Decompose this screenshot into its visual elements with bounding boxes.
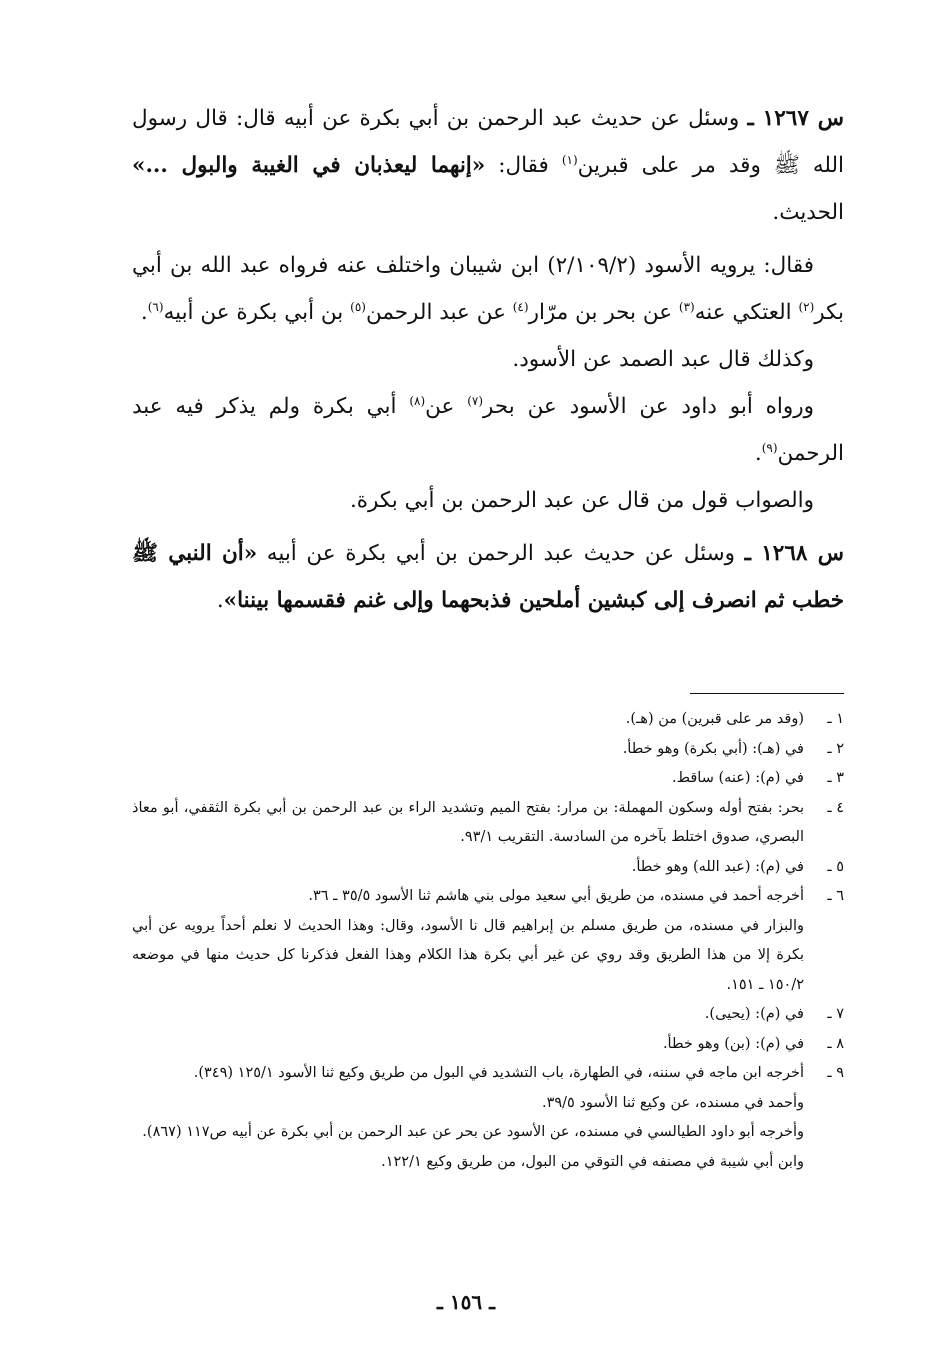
footnote-text: [132, 1000, 804, 1030]
footnote: [132, 705, 844, 735]
footnote-line: وأخرجه أبو داود الطيالسي في مسنده، عن الأسود عن بحر عن عبد الرحمن بن أبي بكرة عن أبيه ص١١٧ (٨٦٧).: [142, 1124, 804, 1140]
footnote-line: (وقد مر على قبرين) من (هـ).: [625, 711, 804, 727]
footnote-line: في (م): (عبد الله) وهو خطأ.: [631, 858, 804, 875]
footnote-ref: (٧): [467, 393, 484, 408]
question-number: س ١٢٦٨ ـ: [744, 541, 844, 566]
footnote-ref: (٨): [409, 393, 426, 408]
main-text: [132, 95, 844, 624]
footnote-number: ٤ ـ: [827, 799, 844, 816]
footnote: [132, 882, 844, 1000]
footnote-divider: [690, 693, 844, 694]
footnote-ref: (٩): [761, 440, 778, 455]
text-paragraph: وكذلك قال عبد الصمد عن الأسود.: [512, 347, 814, 372]
footnote-text: [132, 1059, 804, 1177]
footnote: [132, 1030, 844, 1060]
question-1268: س ١٢٦٨ ـ وسئل عن حديث عبد الرحمن بن أبي بكرة عن أبيه «أن النبي ﷺ خطب ثم انصرف إلى كبشين أملحين فذبحهما وإلى غنم فقسمها بيننا».: [132, 541, 844, 613]
footnote-line: في (هـ): (أبي بكرة) وهو خطأ.: [622, 740, 804, 757]
footnote: [132, 1059, 844, 1177]
footnote-text: [132, 705, 804, 735]
footnote-number: ٧ ـ: [827, 1006, 844, 1022]
footnote-number: ٢ ـ: [827, 740, 844, 757]
footnote-line: بحر: بفتح أوله وسكون المهملة: بن مرار: بفتح الميم وتشديد الراء بن عبد الرحمن بن أبي بكرة الثقفي، أبو معاذ البصري، صدوق اختلط بآخره من السادسة. التقريب ٩٣/١.: [132, 799, 804, 845]
footnote-ref: (٥): [350, 299, 366, 314]
text-paragraph: ورواه أبو داود عن الأسود عن بحر$^{(٧)}$ عن$^{(٨)}$ أبي بكرة ولم يذكر فيه عبد الرحمن$^{(٩)}$.: [132, 393, 844, 466]
question-number: س ١٢٦٧ ـ: [747, 106, 844, 131]
footnote-line: وأحمد في مسنده، عن وكيع ثنا الأسود ٣٩/٥.: [541, 1094, 804, 1111]
footnote-line: أخرجه أحمد في مسنده، من طريق أبي سعيد مولى بني هاشم ثنا الأسود ٣٥/٥ ـ ٣٦.: [308, 888, 804, 904]
footnote: [132, 794, 844, 853]
footnote: [132, 764, 844, 794]
footnote-line: في (م): (بن) وهو خطأ.: [662, 1035, 804, 1052]
footnote-ref: (٦): [147, 299, 164, 314]
footnote-text: [132, 764, 804, 794]
footnote-text: [132, 794, 804, 853]
footnote-text: [132, 882, 804, 1000]
footnote-ref: (١): [561, 152, 578, 167]
footnote-number: ٣ ـ: [827, 770, 844, 786]
footnote-number: ٨ ـ: [827, 1035, 844, 1052]
footnote-line: وابن أبي شيبة في مصنفه في التوقي من البول، من طريق وكيع ١٢٢/١.: [381, 1153, 804, 1170]
footnote-number: ٥ ـ: [827, 858, 844, 875]
footnote: [132, 735, 844, 765]
footnote-text: [132, 1030, 804, 1060]
footnote-text: [132, 853, 804, 883]
footnote-number: ٩ ـ: [827, 1065, 844, 1081]
question-1267: س ١٢٦٧ ـ وسئل عن حديث عبد الرحمن بن أبي بكرة عن أبيه قال: قال رسول الله ﷺ وقد مر على قبرين$^{(١)}$ فقال: «إنهما ليعذبان في الغيبة والبول ...» الحديث.: [132, 106, 844, 225]
footnote-text: [132, 735, 804, 765]
footnote-ref: (٢): [798, 299, 815, 314]
footnote-line: أخرجه ابن ماجه في سننه، في الطهارة، باب التشديد في البول من طريق وكيع ثنا الأسود ١٢٥/١ (٣٤٩).: [193, 1065, 804, 1081]
footnote: [132, 1000, 844, 1030]
footnote: [132, 853, 844, 883]
hadith-quote: «أن النبي ﷺ خطب ثم انصرف إلى كبشين أملحين فذبحهما وإلى غنم فقسمها بيننا»: [132, 541, 844, 613]
page: [132, 95, 844, 1335]
footnotes: [132, 705, 844, 1177]
footnote-number: ٦ ـ: [827, 888, 844, 904]
footnote-number: ١ ـ: [827, 711, 844, 727]
text-paragraph: والصواب قول من قال عن عبد الرحمن بن أبي بكرة.: [349, 488, 814, 513]
page-number: ـ ١٥٦ ـ: [437, 1290, 495, 1314]
footnote-line: في (م): (يحيى).: [704, 1006, 804, 1022]
hadith-quote: «إنهما ليعذبان في الغيبة والبول ...»: [132, 153, 486, 178]
footnote-ref: (٤): [512, 299, 529, 314]
footnote-line: والبزار في مسنده، من طريق مسلم بن إبراهيم قال نا الأسود، وقال: وهذا الحديث لا نعلم أحداً يرويه عن أبي بكرة إلا من هذا الطريق وقد روي عن غير أبي بكرة هذا الكلام وهذا الفعل فذكرنا كل حديث منها في موضعه ١٥٠/٢ ـ ١٥١.: [132, 917, 804, 993]
footnote-line: في (م): (عنه) ساقط.: [671, 770, 804, 786]
footnote-ref: (٣): [678, 299, 695, 314]
answer-paragraph: فقال: يرويه الأسود (٢/١٠٩/٢) ابن شيبان واختلف عنه فرواه عبد الله بن أبي بكر$^{(٢)}$ العتكي عنه$^{(٣)}$ عن بحر بن مرّار$^{(٤)}$ عن عبد الرحمن$^{(٥)}$ بن أبي بكرة عن أبيه$^{(٦)}$.: [132, 253, 844, 325]
